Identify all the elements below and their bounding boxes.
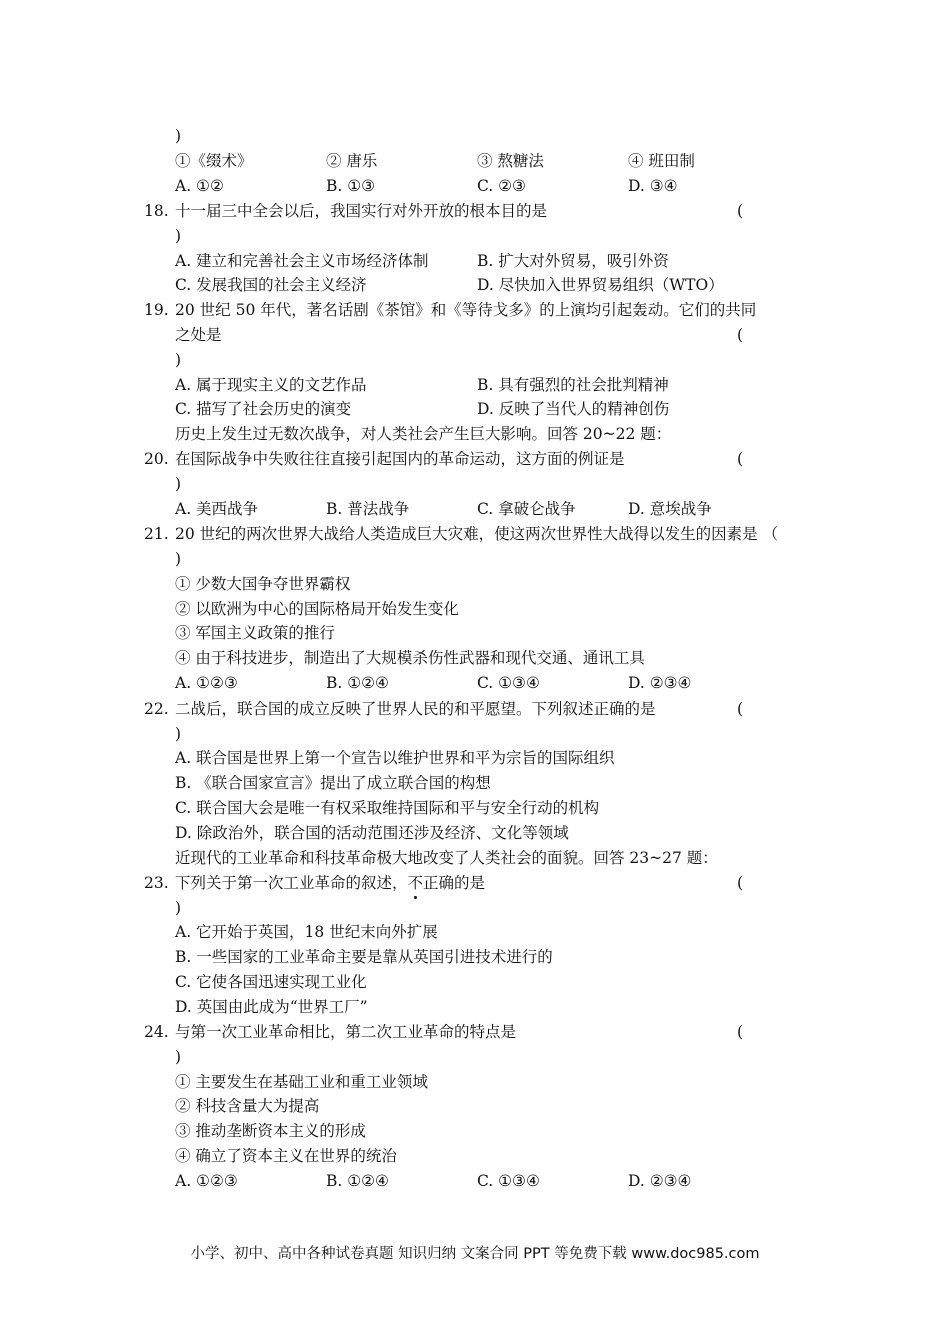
q17-choice-a: A. ①② (175, 177, 224, 195)
q23-choice-d: D. 英国由此成为“世界工厂” (175, 998, 368, 1016)
q18-choices-row-2 (0, 273, 950, 297)
q23-choice-c: C. 它使各国迅速实现工业化 (175, 973, 367, 991)
q17-choice-b: B. ①③ (326, 177, 376, 195)
q19-number: 19. (144, 301, 169, 319)
q19-choice-a: A. 属于现实主义的文艺作品 (175, 376, 367, 394)
q20-number: 20. (144, 450, 169, 468)
q17-item-4: ④ 班田制 (628, 152, 695, 170)
q22-paren-close: ) (175, 725, 182, 743)
q22-choice-c: C. 联合国大会是唯一有权采取维持国际和平与安全行动的机构 (175, 799, 600, 817)
q19-stem-1: 20 世纪 50 年代，著名话剧《茶馆》和《等待戈多》的上演均引起轰动。它们的共同 (175, 301, 757, 319)
q23-stem (175, 871, 485, 895)
q18-stem: 十一届三中全会以后，我国实行对外开放的根本目的是 (175, 202, 548, 220)
q19-choice-b: B. 具有强烈的社会批判精神 (477, 376, 669, 394)
intro-23-27: 近现代的工业革命和科技革命极大地改变了人类社会的面貌。回答 23~27 题： (175, 849, 718, 867)
q24-choice-c: C. ①③④ (477, 1172, 540, 1190)
q20-choice-c: C. 拿破仑战争 (477, 500, 576, 518)
q22-number: 22. (144, 700, 169, 718)
q21-item-2: ② 以欧洲为中心的国际格局开始发生变化 (175, 600, 459, 618)
q22-stem-line (0, 697, 950, 721)
q21-choice-a: A. ①②③ (175, 674, 238, 692)
q19-paren-close: ) (175, 351, 182, 369)
q21-item-4: ④ 由于科技进步，制造出了大规模杀伤性武器和现代交通、通讯工具 (175, 649, 645, 667)
q19-choices-row-1 (0, 373, 950, 397)
q17-paren-close: ) (175, 127, 182, 145)
q24-number: 24. (144, 1023, 169, 1041)
q22-choice-b: B. 《联合国家宣言》提出了成立联合国的构想 (175, 774, 491, 792)
q17-items-row (0, 149, 950, 173)
q20-choice-b: B. 普法战争 (326, 500, 410, 518)
q18-number: 18. (144, 202, 169, 220)
q18-choice-d: D. 尽快加入世界贸易组织（WTO） (477, 276, 724, 294)
q18-choice-b: B. 扩大对外贸易，吸引外资 (477, 252, 669, 270)
q22-paren-open: ( (737, 700, 744, 718)
intro-20-22: 历史上发生过无数次战争，对人类社会产生巨大影响。回答 20~22 题： (175, 425, 672, 443)
q24-choices-row (0, 1169, 950, 1193)
q19-choice-c: C. 描写了社会历史的演变 (175, 400, 352, 418)
q21-paren-close: ) (175, 550, 182, 568)
q20-choice-d: D. 意埃战争 (628, 500, 712, 518)
q18-choice-c: C. 发展我国的社会主义经济 (175, 276, 367, 294)
q23-stem-before: 下列关于第一次工业革命的叙述， (175, 874, 408, 892)
q17-choices-row (0, 174, 950, 198)
q21-choice-b: B. ①②④ (326, 674, 389, 692)
q21-choice-d: D. ②③④ (628, 674, 692, 692)
q24-choice-a: A. ①②③ (175, 1172, 238, 1190)
q24-item-1: ① 主要发生在基础工业和重工业领域 (175, 1073, 428, 1091)
page-footer: 小学、初中、高中各种试卷真题 知识归纳 文案合同 PPT 等免费下载 www.doc985.com (190, 1246, 760, 1262)
q23-emphasis-not: 不 (407, 874, 424, 892)
q24-item-3: ③ 推动垄断资本主义的形成 (175, 1122, 366, 1140)
q23-number: 23. (144, 874, 169, 892)
q21-choice-c: C. ①③④ (477, 674, 540, 692)
q20-stem: 在国际战争中失败往往直接引起国内的革命运动，这方面的例证是 (175, 450, 625, 468)
q18-paren-open: ( (737, 202, 744, 220)
q19-stem-2: 之处是 (175, 326, 222, 344)
q22-choice-a: A. 联合国是世界上第一个宣告以维护世界和平为宗旨的国际组织 (175, 749, 615, 767)
q23-paren-close: ) (175, 899, 182, 917)
q21-item-1: ① 少数大国争夺世界霸权 (175, 575, 351, 593)
q23-choice-a: A. 它开始于英国，18 世纪末向外扩展 (175, 923, 438, 941)
q19-choices-row-2 (0, 397, 950, 421)
q23-choice-b: B. 一些国家的工业革命主要是靠从英国引进技术进行的 (175, 948, 553, 966)
q21-choices-row (0, 671, 950, 695)
q24-paren-close: ) (175, 1048, 182, 1066)
q24-choice-b: B. ①②④ (326, 1172, 389, 1190)
q18-paren-close: ) (175, 227, 182, 245)
q17-item-2: ② 唐乐 (326, 152, 378, 170)
q19-choice-d: D. 反映了当代人的精神创伤 (477, 400, 670, 418)
q18-choice-a: A. 建立和完善社会主义市场经济体制 (175, 252, 429, 270)
q17-item-3: ③ 熬糖法 (477, 152, 544, 170)
q19-paren-open: ( (737, 326, 744, 344)
q20-choices-row (0, 497, 950, 521)
q19-stem-line-2 (0, 323, 950, 347)
q18-stem-line (0, 199, 950, 223)
q17-choice-d: D. ③④ (628, 177, 678, 195)
q20-stem-line (0, 447, 950, 471)
q23-stem-line (0, 871, 950, 895)
q21-stem-line (0, 522, 950, 546)
q24-stem-line (0, 1020, 950, 1044)
q24-paren-open: ( (737, 1023, 744, 1041)
q22-stem: 二战后，联合国的成立反映了世界人民的和平愿望。下列叙述正确的是 (175, 700, 656, 718)
q20-paren-close: ) (175, 475, 182, 493)
q24-stem: 与第一次工业革命相比，第二次工业革命的特点是 (175, 1023, 517, 1041)
q23-paren-open: ( (737, 874, 744, 892)
q19-stem-line-1 (0, 298, 950, 322)
q21-number: 21. (144, 525, 169, 543)
q24-choice-d: D. ②③④ (628, 1172, 692, 1190)
q22-choice-d: D. 除政治外，联合国的活动范围还涉及经济、文化等领域 (175, 824, 569, 842)
q18-choices-row-1 (0, 249, 950, 273)
q17-choice-c: C. ②③ (477, 177, 526, 195)
q20-choice-a: A. 美西战争 (175, 500, 259, 518)
q24-item-4: ④ 确立了资本主义在世界的统治 (175, 1147, 397, 1165)
q24-item-2: ② 科技含量大为提高 (175, 1097, 320, 1115)
q21-stem: 20 世纪的两次世界大战给人类造成巨大灾难，使这两次世界性大战得以发生的因素是 （ (175, 525, 779, 543)
q20-paren-open: ( (737, 450, 744, 468)
q21-item-3: ③ 军国主义政策的推行 (175, 624, 335, 642)
q17-item-1: ①《缀术》 (175, 152, 253, 170)
q23-stem-after: 正确的是 (423, 874, 486, 892)
